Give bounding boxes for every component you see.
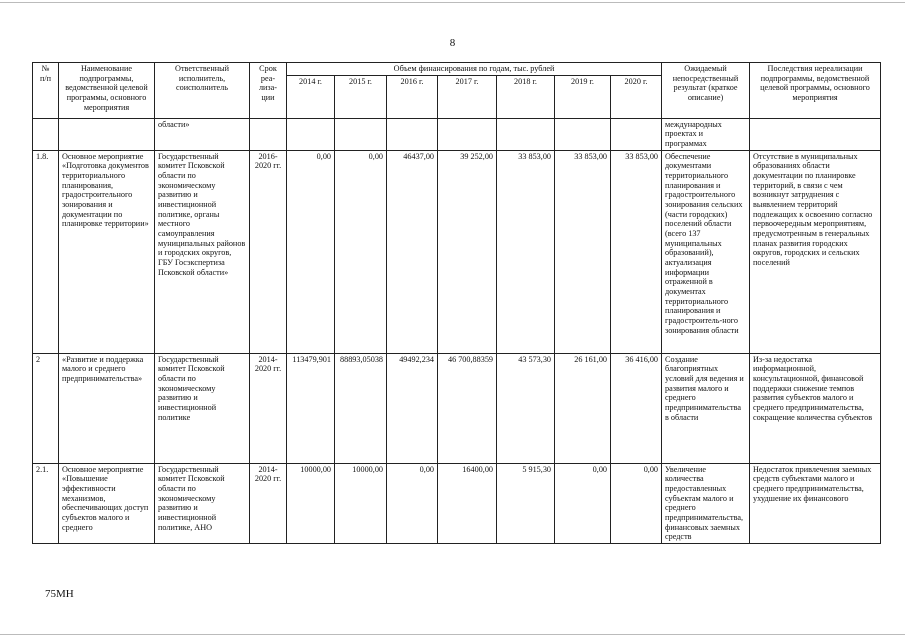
- cell-value: 49492,234: [387, 353, 438, 463]
- cell-value: 26 161,00: [555, 353, 611, 463]
- cell-value: [335, 118, 387, 150]
- cell-num: [33, 118, 59, 150]
- financing-table: [32, 62, 881, 544]
- table-row: [33, 118, 881, 150]
- header-funding: Объем финансирования по годам, тыс. рублей: [287, 63, 662, 76]
- cell-value: 43 573,30: [497, 353, 555, 463]
- header-term: Срок реа-лиза-ции: [250, 63, 287, 119]
- cell-result: международных проектах и программах: [662, 118, 750, 150]
- cell-value: 36 416,00: [611, 353, 662, 463]
- cell-name: Основное мероприятие «Повышение эффективности механизмов, обеспечивающих доступ субъектов малого и среднего: [59, 463, 155, 543]
- table-row: [33, 353, 881, 463]
- cell-value: 33 853,00: [555, 150, 611, 353]
- cell-consequences: Из-за недостатка информационной, консультационной, финансовой поддержки снижение темпов развития субъектов малого и среднего предпринимательства, сокращение количества субъектов: [750, 353, 881, 463]
- cell-value: 0,00: [287, 150, 335, 353]
- cell-name: «Развитие и поддержка малого и среднего предпринимательства»: [59, 353, 155, 463]
- scan-top-edge: [0, 2, 905, 3]
- header-year: 2017 г.: [438, 75, 497, 118]
- header-year: 2018 г.: [497, 75, 555, 118]
- cell-value: [555, 118, 611, 150]
- cell-executor: Государственный комитет Псковской области по экономическому развитию и инвестиционной политике, АНО: [155, 463, 250, 543]
- cell-value: 33 853,00: [611, 150, 662, 353]
- cell-result: Увеличение количества предоставленных субъектам малого и среднего предпринимательства, финансовых заемных средств: [662, 463, 750, 543]
- header-year: 2020 г.: [611, 75, 662, 118]
- cell-term: 2014-2020 гг.: [250, 463, 287, 543]
- page-footer: 75МН: [45, 588, 74, 600]
- scan-bottom-edge: [0, 634, 905, 635]
- header-executor: Ответственный исполнитель, соисполнитель: [155, 63, 250, 119]
- header-year: 2014 г.: [287, 75, 335, 118]
- cell-consequences: Недостаток привлечения заемных средств субъектами малого и среднего предпринимательства, ухудшение их финансового: [750, 463, 881, 543]
- cell-value: [497, 118, 555, 150]
- cell-value: [287, 118, 335, 150]
- cell-value: 113479,901: [287, 353, 335, 463]
- header-year: 2019 г.: [555, 75, 611, 118]
- cell-term: 2016-2020 гг.: [250, 150, 287, 353]
- cell-value: 16400,00: [438, 463, 497, 543]
- cell-value: 46437,00: [387, 150, 438, 353]
- cell-value: 46 700,88359: [438, 353, 497, 463]
- cell-value: 0,00: [335, 150, 387, 353]
- cell-executor: области»: [155, 118, 250, 150]
- cell-executor: Государственный комитет Псковской области по экономическому развитию и инвестиционной политике: [155, 353, 250, 463]
- cell-result: Создание благоприятных условий для ведения и развития малого и среднего предпринимательства в области: [662, 353, 750, 463]
- header-year: 2016 г.: [387, 75, 438, 118]
- cell-num: 1.8.: [33, 150, 59, 353]
- table-row: [33, 150, 881, 353]
- header-consequences: Последствия нереализации подпрограммы, ведомственной целевой программы, основного мероприятия: [750, 63, 881, 119]
- cell-name: [59, 118, 155, 150]
- cell-executor: Государственный комитет Псковской области по экономическому развитию и инвестиционной политике, органы местного самоуправления муниципальных районов и городских округов, ГБУ Госэкспертиза Псковской области»: [155, 150, 250, 353]
- header-row: [33, 63, 881, 76]
- cell-value: 0,00: [611, 463, 662, 543]
- cell-value: 10000,00: [335, 463, 387, 543]
- cell-value: 39 252,00: [438, 150, 497, 353]
- cell-value: [611, 118, 662, 150]
- cell-value: [438, 118, 497, 150]
- table-row: [33, 463, 881, 543]
- header-year: 2015 г.: [335, 75, 387, 118]
- cell-term: 2014-2020 гг.: [250, 353, 287, 463]
- cell-value: 0,00: [387, 463, 438, 543]
- cell-result: Обеспечение документами территориального планирования и градостроительного зонирования сельских (части городских) поселений области (всего 137 муниципальных образований), актуализация информации отраженной в документах территориального планирования и градостроитель-ного зонирования области: [662, 150, 750, 353]
- header-result: Ожидаемый непосредственный результат (краткое описание): [662, 63, 750, 119]
- cell-num: 2.1.: [33, 463, 59, 543]
- cell-value: [387, 118, 438, 150]
- header-num: № п/п: [33, 63, 59, 119]
- cell-value: 0,00: [555, 463, 611, 543]
- cell-value: 88893,05038: [335, 353, 387, 463]
- cell-name: Основное мероприятие «Подготовка документов территориального планирования, градостроительного зонирования и документации по планировке территории»: [59, 150, 155, 353]
- cell-value: 33 853,00: [497, 150, 555, 353]
- page-number: 8: [449, 37, 456, 49]
- cell-value: 5 915,30: [497, 463, 555, 543]
- cell-consequences: [750, 118, 881, 150]
- cell-num: 2: [33, 353, 59, 463]
- cell-term: [250, 118, 287, 150]
- cell-consequences: Отсутствие в муниципальных образованиях области документации по планировке территорий, в связи с чем возникнут затруднения с выявлением территорий подлежащих к освоению согласно первоочередным мероприятиям, предусмотренным в генеральных планах развития городских округов, городских и сельских поселений: [750, 150, 881, 353]
- cell-value: 10000,00: [287, 463, 335, 543]
- header-name: Наименование подпрограммы, ведомственной целевой программы, основного мероприятия: [59, 63, 155, 119]
